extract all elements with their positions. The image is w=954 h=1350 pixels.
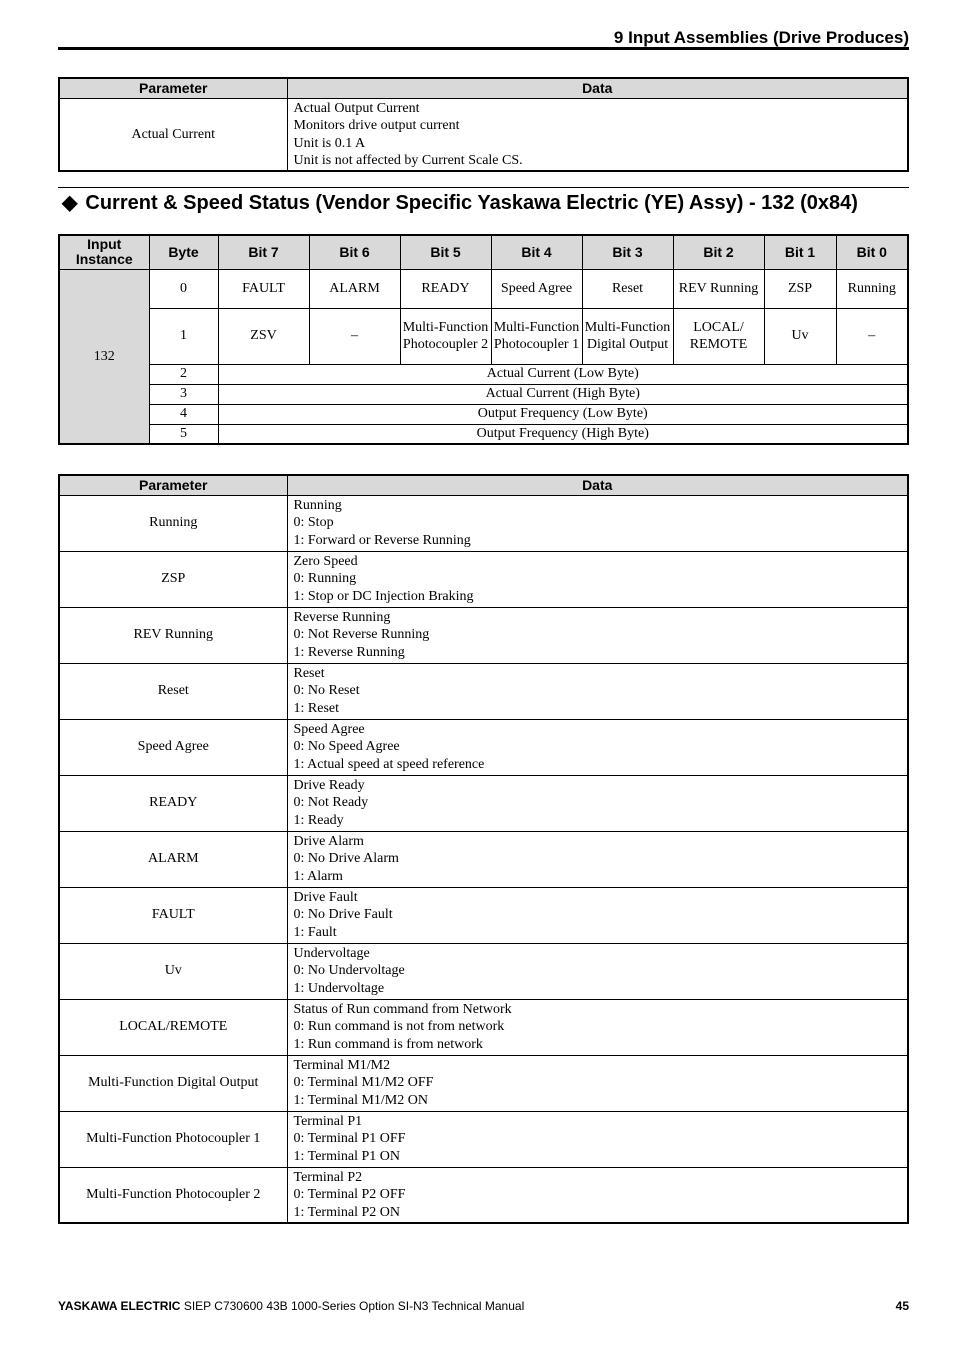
bit-cell: READY xyxy=(400,269,491,308)
bit-cell: REV Running xyxy=(673,269,764,308)
table-row xyxy=(59,1111,908,1167)
data-cell xyxy=(287,551,908,607)
param-cell: REV Running xyxy=(59,607,287,663)
bit-cell: Multi-Function Photocoupler 1 xyxy=(491,308,582,364)
byte-cell: 0 xyxy=(149,269,218,308)
data-line: Unit is not affected by Current Scale CS. xyxy=(293,153,523,168)
data-line: 1: Stop or DC Injection Braking xyxy=(293,588,474,604)
input-instance-cell: 132 xyxy=(59,269,149,444)
bit-header-byte: Byte xyxy=(149,235,218,269)
table-row xyxy=(59,364,908,384)
bit-cell: – xyxy=(836,308,908,364)
bit-header-bit7: Bit 7 xyxy=(218,235,309,269)
data-line: Unit is 0.1 A xyxy=(293,135,366,151)
table-row xyxy=(59,887,908,943)
data-cell xyxy=(287,607,908,663)
actual-current-table xyxy=(58,77,909,172)
data-line: 0: No Undervoltage xyxy=(293,963,405,978)
table-row xyxy=(59,384,908,404)
param-cell: Uv xyxy=(59,943,287,999)
table-row xyxy=(59,607,908,663)
data-line: 0: No Reset xyxy=(293,683,360,698)
data-line: Drive Alarm xyxy=(293,833,364,849)
bit-cell: Uv xyxy=(764,308,836,364)
bit-cell: ZSV xyxy=(218,308,309,364)
byte-cell: 1 xyxy=(149,308,218,364)
data-line: Status of Run command from Network xyxy=(293,1001,512,1017)
data-cell xyxy=(287,887,908,943)
param-cell: Reset xyxy=(59,663,287,719)
data-line: 1: Terminal M1/M2 ON xyxy=(293,1092,428,1108)
data-line: 1: Alarm xyxy=(293,868,343,884)
param-cell: Multi-Function Photocoupler 2 xyxy=(59,1167,287,1223)
data-cell xyxy=(287,999,908,1055)
bit-header-bit0: Bit 0 xyxy=(836,235,908,269)
byte-cell: 5 xyxy=(149,424,218,444)
data-line: Running xyxy=(293,497,342,513)
table-row xyxy=(59,495,908,551)
data-line: 0: Running xyxy=(293,571,357,586)
bit-header-bit2: Bit 2 xyxy=(673,235,764,269)
table2-header-data: Data xyxy=(287,475,908,495)
table-row xyxy=(59,831,908,887)
page-number: 45 xyxy=(895,1299,909,1313)
data-line: Reset xyxy=(293,665,325,681)
data-line: 0: Terminal P1 OFF xyxy=(293,1131,406,1146)
data-line: 1: Forward or Reverse Running xyxy=(293,532,471,548)
data-cell xyxy=(287,98,908,171)
byte-cell: 2 xyxy=(149,364,218,384)
bit-header-bit1: Bit 1 xyxy=(764,235,836,269)
data-line: 0: Not Reverse Running xyxy=(293,627,430,642)
word-cell: Actual Current (Low Byte) xyxy=(218,364,908,384)
table-row xyxy=(59,98,908,171)
data-line: 1: Terminal P2 ON xyxy=(293,1204,400,1220)
param-cell: ZSP xyxy=(59,551,287,607)
data-line: 0: Stop xyxy=(293,515,334,530)
byte-cell: 3 xyxy=(149,384,218,404)
bit-cell: ZSP xyxy=(764,269,836,308)
data-line: Speed Agree xyxy=(293,721,365,737)
section-heading-text: Current & Speed Status (Vendor Specific Yaskawa Electric (YE) Assy) - 132 (0x84) xyxy=(85,192,858,214)
bit-cell: Running xyxy=(836,269,908,308)
data-line: Undervoltage xyxy=(293,945,370,961)
data-cell xyxy=(287,719,908,775)
table-row xyxy=(59,424,908,444)
data-line: 0: Not Ready xyxy=(293,795,369,810)
word-cell: Output Frequency (High Byte) xyxy=(218,424,908,444)
page-footer xyxy=(58,1299,909,1313)
table2-body xyxy=(59,495,908,1223)
param-cell: ALARM xyxy=(59,831,287,887)
word-cell: Output Frequency (Low Byte) xyxy=(218,404,908,424)
param-cell: LOCAL/REMOTE xyxy=(59,999,287,1055)
bit-header-input-instance: Input Instance xyxy=(59,235,149,269)
table1-header-parameter: Parameter xyxy=(59,78,287,98)
param-cell: Speed Agree xyxy=(59,719,287,775)
table2-header-parameter: Parameter xyxy=(59,475,287,495)
data-line: 1: Reverse Running xyxy=(293,644,405,660)
footer-doc-title: SIEP C730600 43B 1000-Series Option SI-N3 Technical Manual xyxy=(183,1299,525,1313)
parameter-description-table xyxy=(58,474,909,1224)
data-line: Reverse Running xyxy=(293,609,391,625)
table-row xyxy=(59,719,908,775)
data-line: Drive Ready xyxy=(293,777,365,793)
data-cell xyxy=(287,495,908,551)
data-line: 1: Reset xyxy=(293,700,339,716)
data-line: 1: Actual speed at speed reference xyxy=(293,756,485,772)
data-line: 1: Run command is from network xyxy=(293,1036,483,1052)
bit-cell: – xyxy=(309,308,400,364)
data-cell xyxy=(287,943,908,999)
table-row xyxy=(59,404,908,424)
data-line: Drive Fault xyxy=(293,889,358,905)
bit-cell: LOCAL/ REMOTE xyxy=(673,308,764,364)
table-row xyxy=(59,1167,908,1223)
data-line: Terminal M1/M2 xyxy=(293,1057,391,1073)
data-cell xyxy=(287,831,908,887)
page-header-title: 9 Input Assemblies (Drive Produces) xyxy=(613,28,909,47)
bit-cell: Multi-Function Digital Output xyxy=(582,308,673,364)
bit-header-bit4: Bit 4 xyxy=(491,235,582,269)
table1-header-data: Data xyxy=(287,78,908,98)
bit-header-bit3: Bit 3 xyxy=(582,235,673,269)
table-row xyxy=(59,999,908,1055)
data-line: 0: Run command is not from network xyxy=(293,1019,505,1034)
section-heading xyxy=(62,190,858,215)
data-line: 0: Terminal M1/M2 OFF xyxy=(293,1075,434,1090)
table-row xyxy=(59,551,908,607)
data-line: Zero Speed xyxy=(293,553,358,569)
param-cell: Running xyxy=(59,495,287,551)
bit-header-bit6: Bit 6 xyxy=(309,235,400,269)
data-line: 0: No Drive Alarm xyxy=(293,851,399,866)
table-row xyxy=(59,269,908,308)
bit-cell: Multi-Function Photocoupler 2 xyxy=(400,308,491,364)
word-cell: Actual Current (High Byte) xyxy=(218,384,908,404)
table-row xyxy=(59,943,908,999)
bit-cell: Reset xyxy=(582,269,673,308)
param-cell: Actual Current xyxy=(59,98,287,171)
byte-cell: 4 xyxy=(149,404,218,424)
footer-brand: YASKAWA ELECTRIC xyxy=(58,1299,181,1313)
data-cell xyxy=(287,663,908,719)
table-row xyxy=(59,663,908,719)
table-row xyxy=(59,775,908,831)
param-cell: Multi-Function Digital Output xyxy=(59,1055,287,1111)
data-line: 1: Undervoltage xyxy=(293,980,385,996)
diamond-bullet-icon: ◆ xyxy=(62,192,78,214)
header-rule xyxy=(58,47,909,50)
table-row xyxy=(59,308,908,364)
data-cell xyxy=(287,1055,908,1111)
data-cell xyxy=(287,1167,908,1223)
data-line: 1: Ready xyxy=(293,812,344,828)
bit-cell: Speed Agree xyxy=(491,269,582,308)
data-line: Monitors drive output current xyxy=(293,118,460,133)
bit-cell: FAULT xyxy=(218,269,309,308)
param-cell: Multi-Function Photocoupler 1 xyxy=(59,1111,287,1167)
data-cell xyxy=(287,775,908,831)
data-cell xyxy=(287,1111,908,1167)
data-line: 0: No Speed Agree xyxy=(293,739,400,754)
data-line: 1: Terminal P1 ON xyxy=(293,1148,400,1164)
data-line: Actual Output Current xyxy=(293,100,420,116)
param-cell: FAULT xyxy=(59,887,287,943)
section-rule xyxy=(58,187,909,188)
data-line: 1: Fault xyxy=(293,924,337,940)
data-line: 0: No Drive Fault xyxy=(293,907,393,922)
data-line: Terminal P2 xyxy=(293,1169,363,1185)
bit-cell: ALARM xyxy=(309,269,400,308)
bit-assignment-table xyxy=(58,234,909,445)
data-line: Terminal P1 xyxy=(293,1113,363,1129)
bit-header-bit5: Bit 5 xyxy=(400,235,491,269)
data-line: 0: Terminal P2 OFF xyxy=(293,1187,406,1202)
param-cell: READY xyxy=(59,775,287,831)
table-row xyxy=(59,1055,908,1111)
